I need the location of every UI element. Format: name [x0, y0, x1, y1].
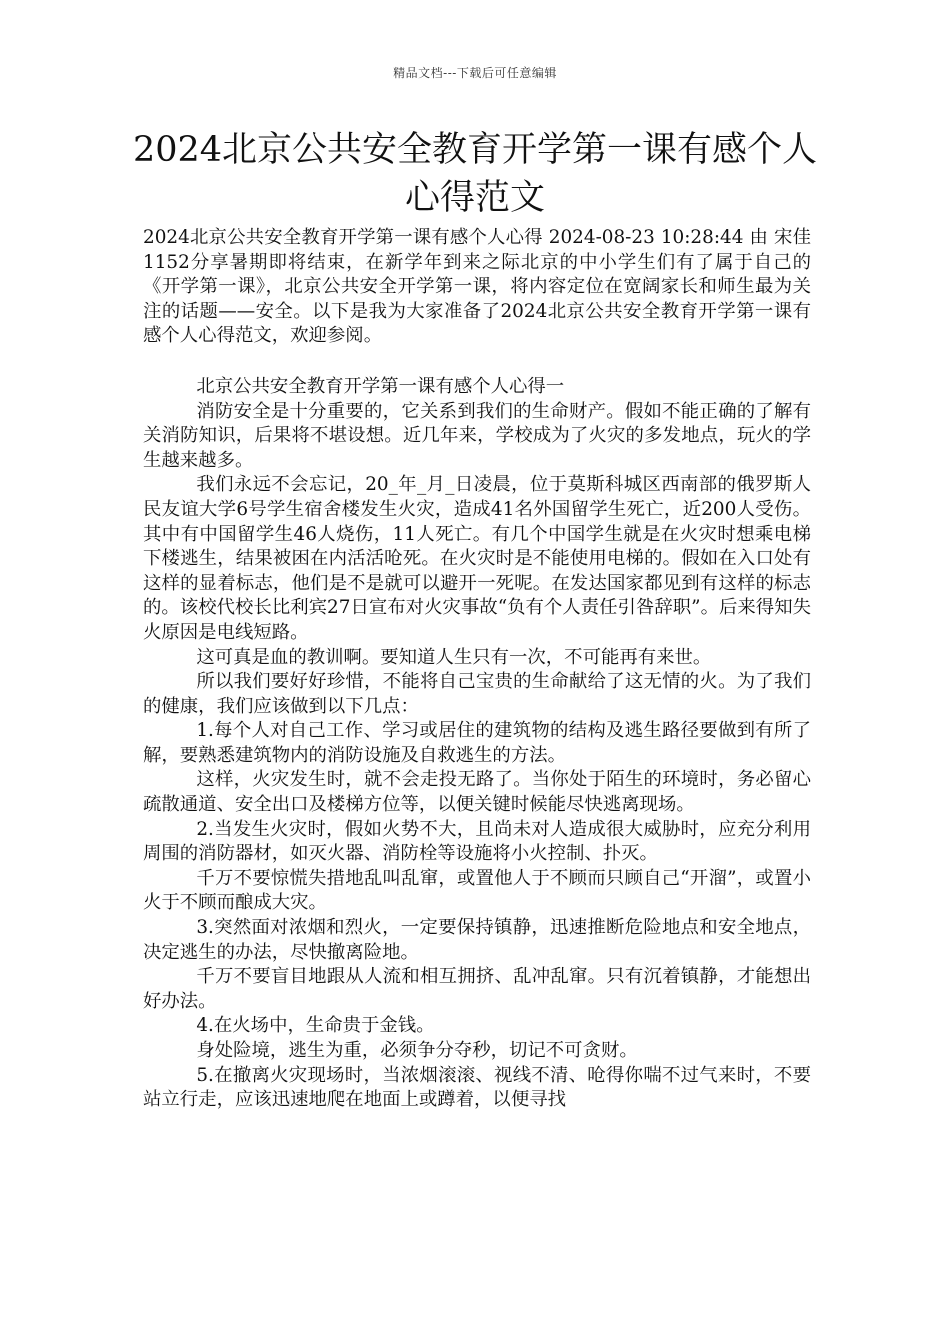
header-note: 精品文档---下载后可任意编辑	[393, 66, 557, 80]
body-paragraph: 1.每个人对自己工作、学习或居住的建筑物的结构及逃生路径要做到有所了解，要熟悉建筑物内的消防设施及自救逃生的方法。	[143, 720, 811, 766]
document-body	[143, 226, 811, 1113]
body-paragraph: 千万不要惊慌失措地乱叫乱窜，或置他人于不顾而只顾自己“开溜”，或置小火于不顾而酿成大灾。	[143, 867, 811, 914]
body-paragraph: 5.在撤离火灾现场时，当浓烟滚滚、视线不清、呛得你喘不过气来时，不要站立行走，应该迅速地爬在地面上或蹲着，以便寻找	[143, 1064, 811, 1111]
body-paragraph: 这样，火灾发生时，就不会走投无路了。当你处于陌生的环境时，务必留心疏散通道、安全出口及楼梯方位等，以便关键时候能尽快逃离现场。	[143, 769, 811, 816]
body-paragraph: 4.在火场中，生命贵于金钱。	[196, 1015, 435, 1037]
body-paragraph: 所以我们要好好珍惜，不能将自己宝贵的生命献给了这无情的火。为了我们的健康，我们应该做到以下几点：	[143, 671, 811, 717]
document-title: 2024北京公共安全教育开学第一课有感个人心得范文	[132, 130, 818, 218]
paragraph-gap	[143, 349, 811, 375]
body-paragraph: 3.突然面对浓烟和烈火，一定要保持镇静，迅速推断危险地点和安全地点，决定逃生的办法，尽快撤离险地。	[143, 917, 811, 963]
body-paragraph: 千万不要盲目地跟从人流和相互拥挤、乱冲乱窜。只有沉着镇静，才能想出好办法。	[143, 966, 811, 1012]
body-paragraph: 这可真是血的教训啊。要知道人生只有一次，不可能再有来世。	[196, 646, 712, 668]
section-heading: 北京公共安全教育开学第一课有感个人心得一	[196, 375, 565, 397]
body-paragraph: 我们永远不会忘记，20_年_月_日凌晨，位于莫斯科城区西南部的俄罗斯人民友谊大学6号学生宿舍楼发生火灾，造成41名外国留学生死亡，近200人受伤。其中有中国留学生46人烧伤，11人死亡。有几个中国学生就是在火灾时想乘电梯下楼逃生，结果被困在内活活呛死。在火灾时是不能使用电梯的。假如在入口处有这样的显着标志，他们是不是就可以避开一死呢。在发达国家都见到有这样的标志的。该校代校长比利宾27日宣布对火灾事故“负有个人责任引咎辞职”。后来得知失火原因是电线短路。	[143, 474, 811, 643]
body-paragraph: 身处险境，逃生为重，必须争分夺秒，切记不可贪财。	[196, 1040, 638, 1061]
body-paragraph: 2.当发生火灾时，假如火势不大，且尚未对人造成很大威胁时，应充分利用周围的消防器材，如灭火器、消防栓等设施将小火控制、扑灭。	[143, 818, 811, 865]
intro-paragraph: 2024北京公共安全教育开学第一课有感个人心得 2024-08-23 10:28:44 由 宋佳1152分享暑期即将结束，在新学年到来之际北京的中小学生们有了属于自己的《开学第一课》，北京公共安全开学第一课，将内容定位在宽阔家长和师生最为关注的话题——安全。以下是我为大家准备了2024北京公共安全教育开学第一课有感个人心得范文，欢迎参阅。	[143, 227, 811, 347]
body-paragraph: 消防安全是十分重要的，它关系到我们的生命财产。假如不能正确的了解有关消防知识，后果将不堪设想。近几年来，学校成为了火灾的多发地点，玩火的学生越来越多。	[143, 400, 811, 471]
